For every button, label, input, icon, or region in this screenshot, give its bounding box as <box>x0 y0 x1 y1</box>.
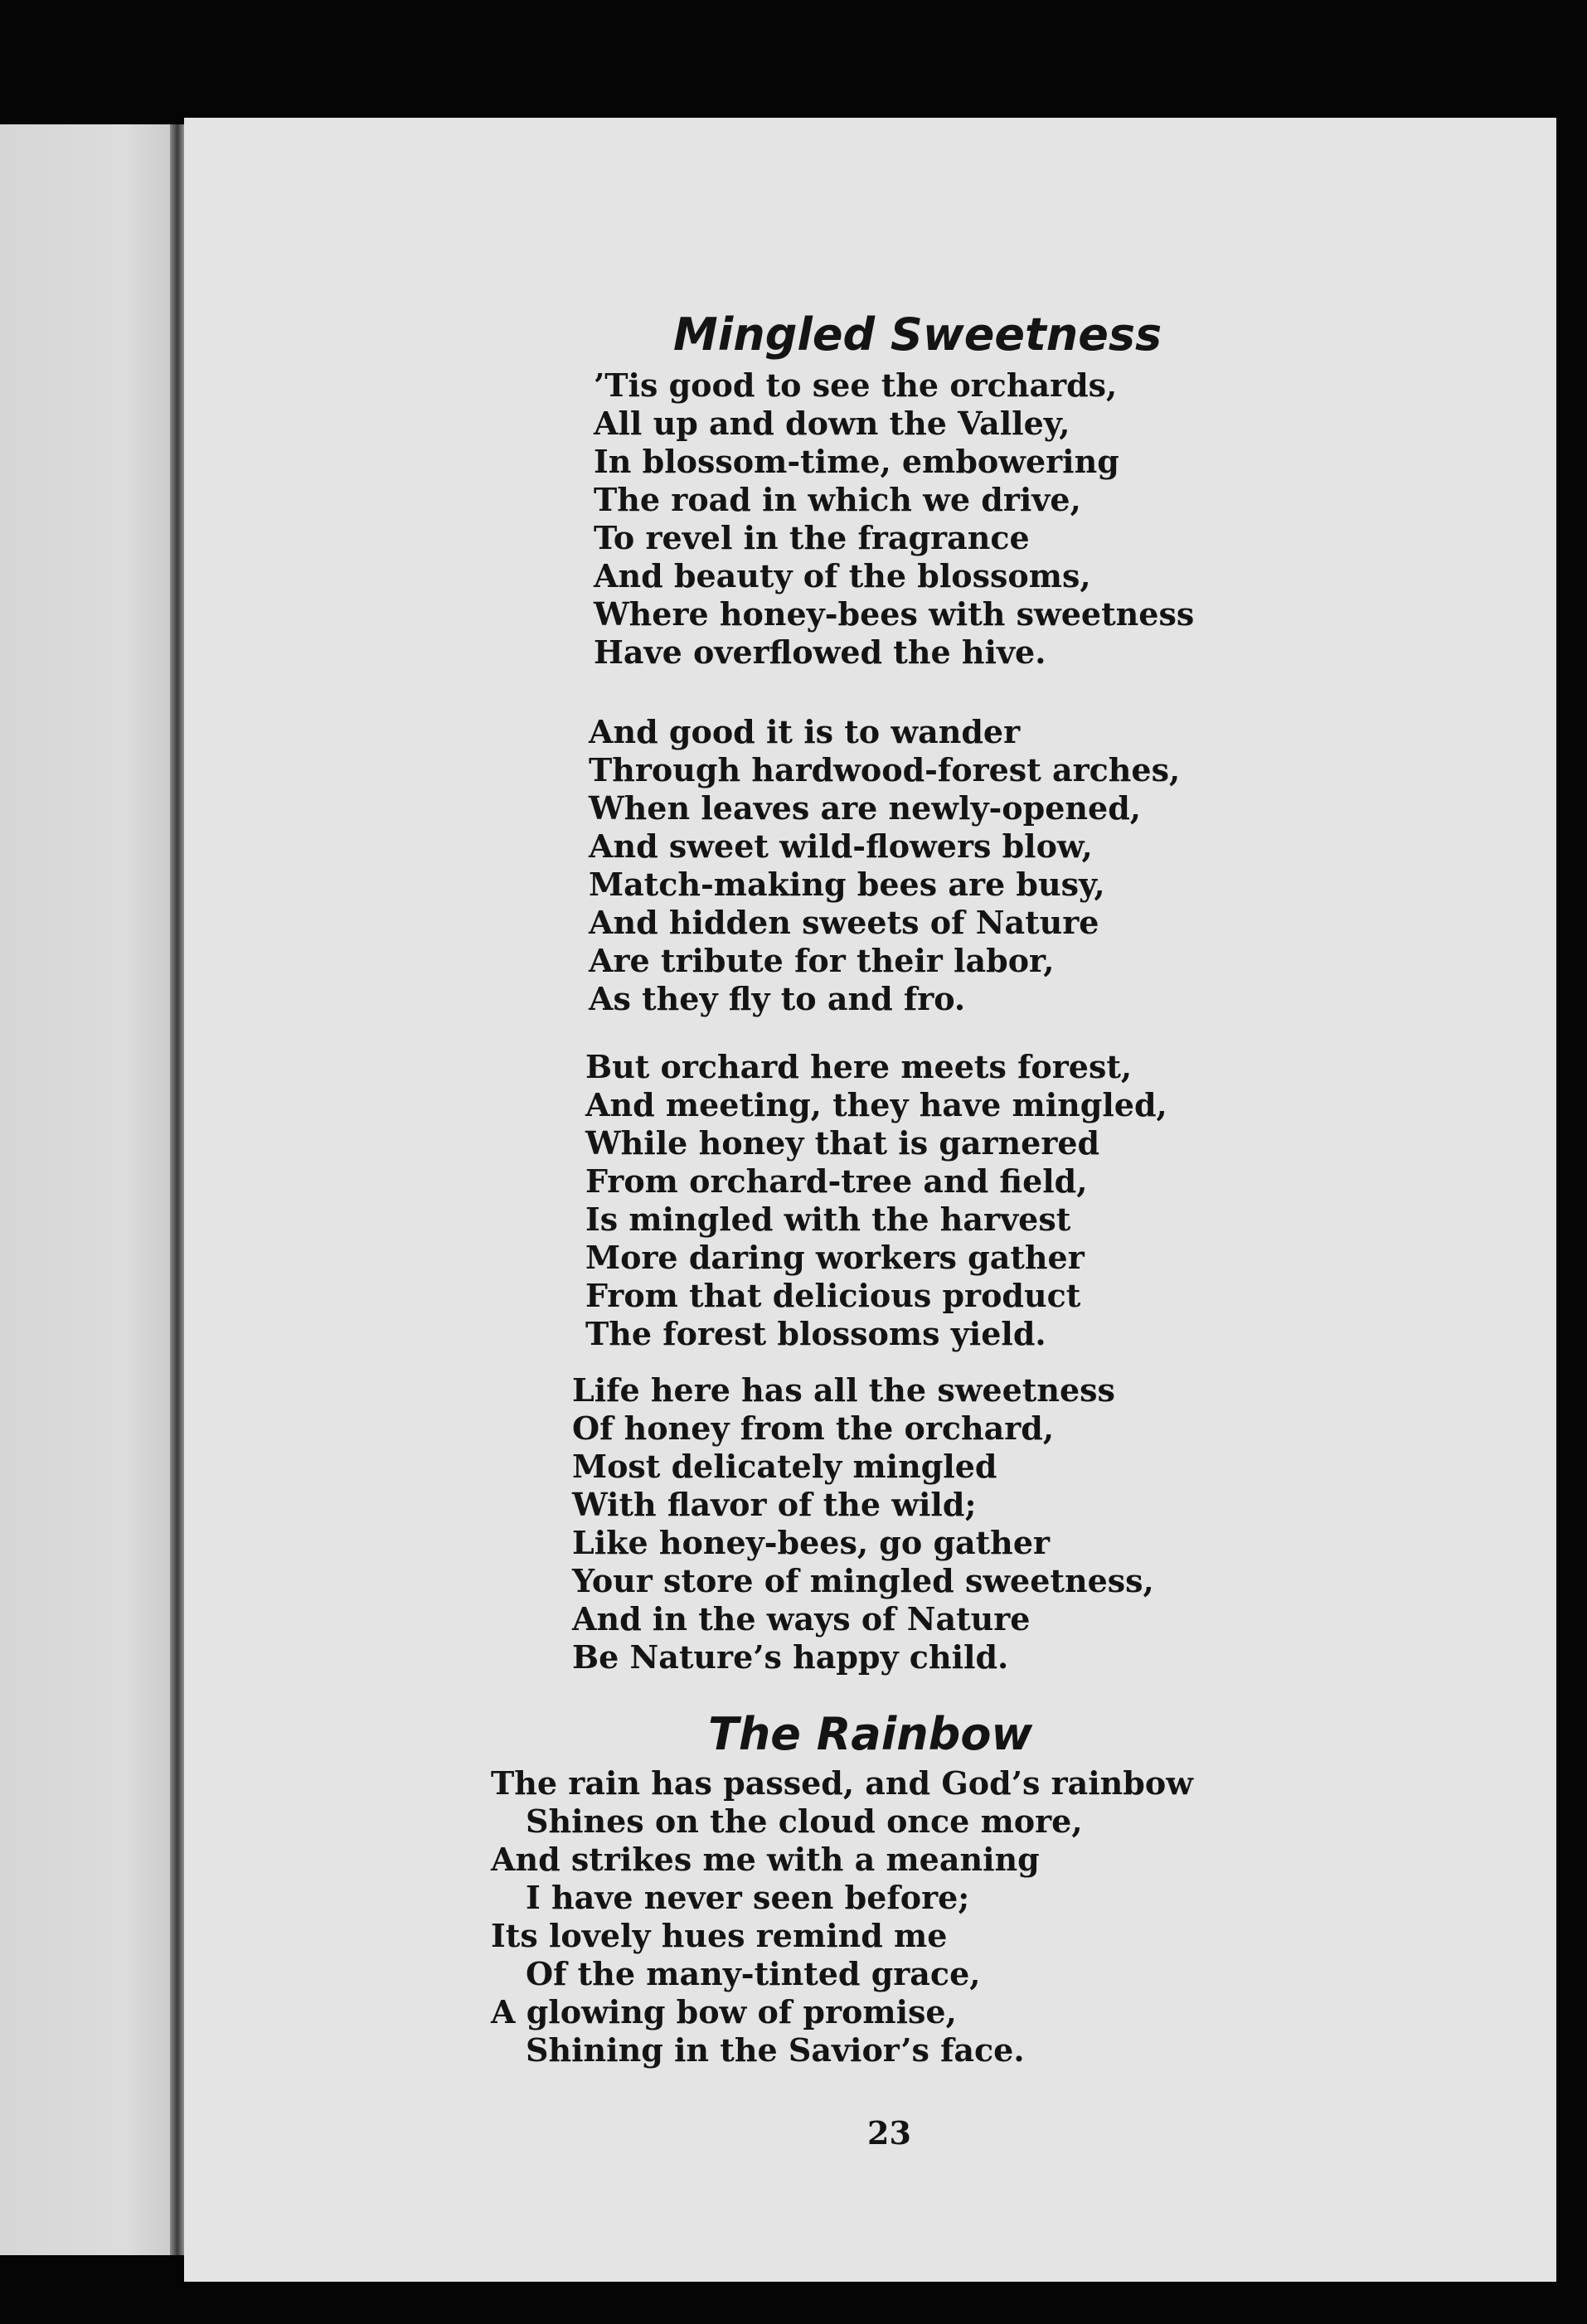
book-gutter <box>170 124 185 2255</box>
poem-line: A glowing bow of promise, <box>491 1993 957 2030</box>
poem-line: Be Nature’s happy child. <box>572 1638 1009 1676</box>
poem-line: And sweet wild-flowers blow, <box>589 827 1093 865</box>
poem-line: Your store of mingled sweetness, <box>572 1562 1154 1599</box>
poem-line: To revel in the fragrance <box>594 519 1030 556</box>
poem-line: From orchard-tree and field, <box>585 1162 1088 1200</box>
poem-line: Through hardwood-forest arches, <box>589 751 1181 788</box>
poem-line: Life here has all the sweetness <box>572 1371 1115 1409</box>
poem-line: Shining in the Savior’s face. <box>526 2031 1025 2069</box>
poem-title-the-rainbow: The Rainbow <box>708 1708 1033 1760</box>
poem-line: And hidden sweets of Nature <box>589 904 1099 941</box>
poem-line: With flavor of the wild; <box>572 1486 977 1523</box>
poem-line: Of honey from the orchard, <box>572 1409 1055 1447</box>
page-number: 23 <box>867 2114 911 2152</box>
poem-line: In blossom-time, embowering <box>594 443 1119 480</box>
poem-title-mingled-sweetness: Mingled Sweetness <box>673 308 1162 361</box>
poem-line: And beauty of the blossoms, <box>594 557 1091 594</box>
poem-line: The forest blossoms yield. <box>585 1315 1046 1352</box>
stanza-1 <box>594 366 1194 672</box>
stanza-2 <box>589 713 1180 1018</box>
book-page <box>184 118 1556 2282</box>
poem-line: I have never seen before; <box>526 1879 970 1916</box>
poem-line: But orchard here meets forest, <box>585 1048 1133 1085</box>
poem-line: The road in which we drive, <box>594 481 1081 518</box>
poem-line: Its lovely hues remind me <box>491 1917 948 1954</box>
poem-line: Are tribute for their labor, <box>589 942 1055 979</box>
poem-line: When leaves are newly-opened, <box>589 789 1142 827</box>
stanza-3 <box>585 1048 1167 1353</box>
poem-line: And in the ways of Nature <box>572 1600 1031 1637</box>
poem-line: Is mingled with the harvest <box>585 1201 1071 1238</box>
poem-line: Match-making bees are busy, <box>589 866 1105 903</box>
poem-line: Have overflowed the hive. <box>594 633 1046 671</box>
poem-line: Most delicately mingled <box>572 1448 997 1485</box>
stanza-4 <box>572 1371 1154 1676</box>
poem-line: As they fly to and fro. <box>589 980 966 1017</box>
poem-line: While honey that is garnered <box>585 1124 1100 1162</box>
poem-line: And meeting, they have mingled, <box>585 1086 1167 1123</box>
poem-line: All up and down the Valley, <box>594 405 1070 442</box>
poem-line: Shines on the cloud once more, <box>526 1802 1083 1840</box>
poem-line: The rain has passed, and God’s rainbow <box>491 1764 1193 1802</box>
poem-line: And good it is to wander <box>589 713 1021 750</box>
page-content <box>184 118 1556 2282</box>
left-page-edge <box>0 124 178 2255</box>
poem-line: ’Tis good to see the orchards, <box>594 366 1118 404</box>
poem-line: Where honey-bees with sweetness <box>594 595 1195 633</box>
poem-line: And strikes me with a meaning <box>491 1841 1040 1878</box>
poem-line: Of the many-tinted grace, <box>526 1955 981 1992</box>
stanza-rainbow <box>491 1764 1193 2069</box>
poem-line: From that delicious product <box>585 1277 1081 1314</box>
poem-line: Like honey-bees, go gather <box>572 1524 1051 1561</box>
poem-line: More daring workers gather <box>585 1239 1085 1276</box>
